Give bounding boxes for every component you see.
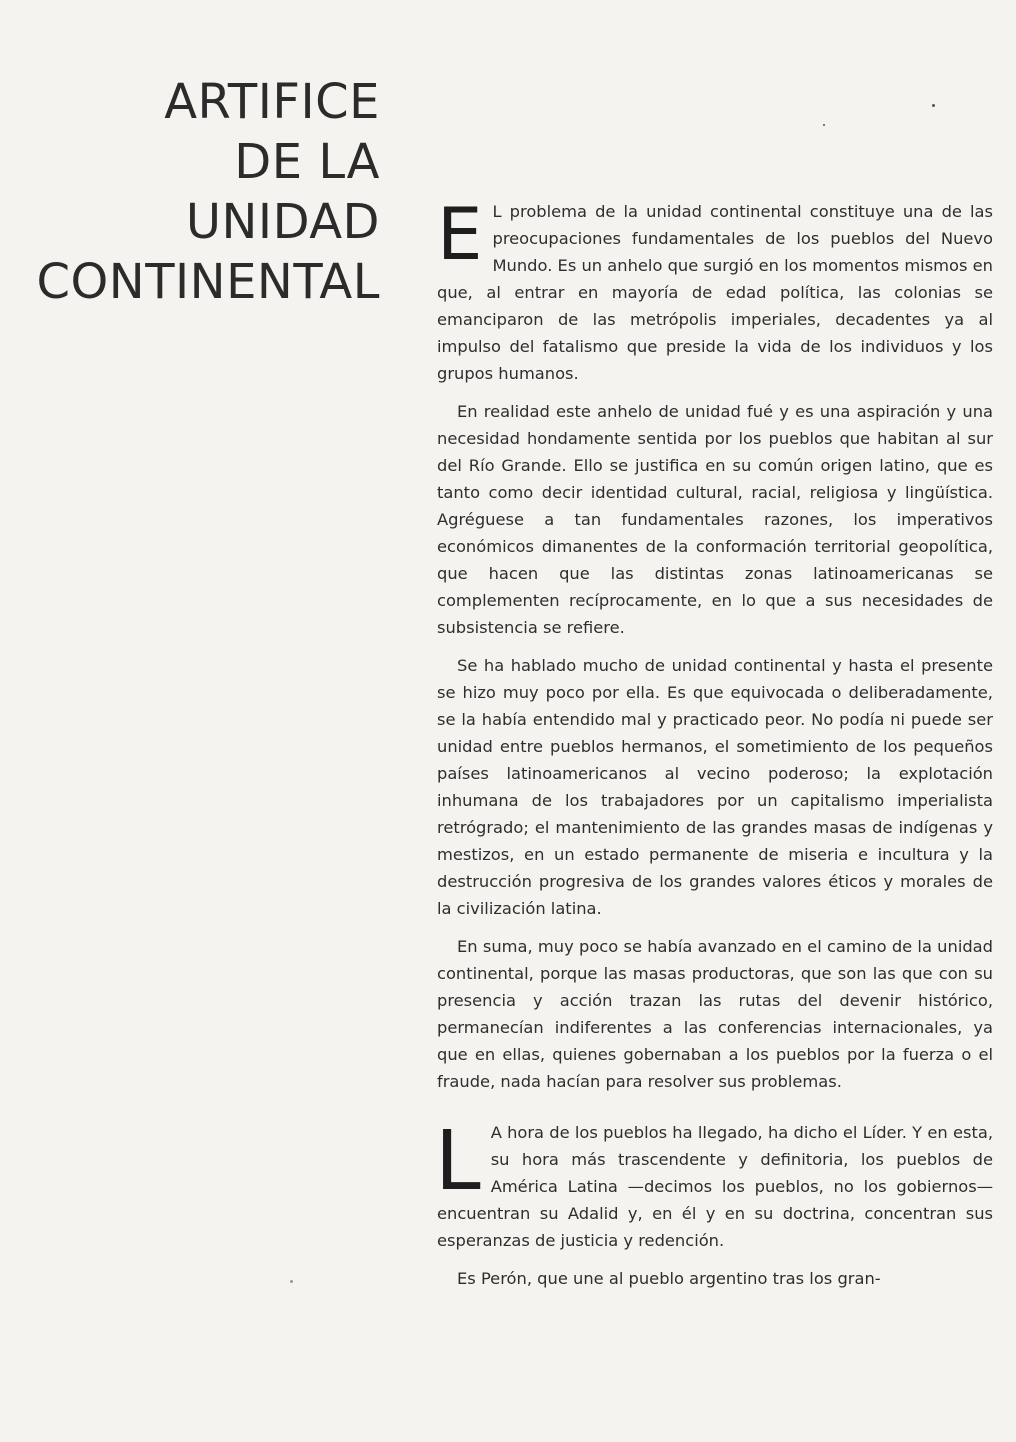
paragraph-1 (437, 192, 993, 387)
paragraph-1-text: L problema de la unidad continental constituye una de las preocupaciones fundamentales de los pueblos del Nuevo Mundo. Es un anhelo que surgió en los momentos mismos en que, al entrar en mayoría de edad política, las colonias se emanciparon de las metrópolis imperiales, decadentes ya al impulso del fatalismo que preside la vida de los individuos y los grupos humanos. (437, 202, 993, 383)
paragraph-4: En suma, muy poco se había avanzado en el camino de la unidad continental, porque las masas productoras, que son las que con su presencia y acción trazan las rutas del devenir histórico, permanecían indiferentes a las conferencias internacionales, ya que en ellas, quienes gobernaban a los pueblos por la fuerza o el fraude, nada hacían para resolver sus problemas. (437, 937, 993, 1091)
paragraph-6: Es Perón, que une al pueblo argentino tras los gran- (457, 1269, 881, 1288)
title-line-1: ARTIFICE (164, 74, 380, 130)
title-line-2: DE LA (234, 134, 380, 190)
paragraph-5-text: A hora de los pueblos ha llegado, ha dicho el Líder. Y en esta, su hora más trascendente y definitoria, los pueblos de América Latina —decimos los pueblos, no los gobiernos— encuentran su Adalid y, en él y en su doctrina, concentran sus esperanzas de justicia y redención. (437, 1123, 993, 1250)
paragraph-3: Se ha hablado mucho de unidad continental y hasta el presente se hizo muy poco por ella. Es que equivocada o deliberadamente, se la había entendido mal y practicado peor. No podía ni puede ser unidad entre pueblos hermanos, el sometimiento de los pequeños países latinoamericanos al vecino poderoso; la explotación inhumana de los trabajadores por un capitalismo imperialista retrógrado; el mantenimiento de las grandes masas de indígenas y mestizos, en un estado permanente de miseria e incultura y la destrucción progresiva de los grandes valores éticos y morales de la civilización latina. (437, 656, 993, 918)
print-speck (290, 1280, 293, 1283)
paragraph-5 (435, 1114, 993, 1254)
print-speck (823, 124, 825, 126)
drop-cap-e: E (437, 192, 483, 276)
title-line-4: CONTINENTAL (36, 254, 380, 310)
paragraph-2: En realidad este anhelo de unidad fué y es una aspiración y una necesidad hondamente sentida por los pueblos que habitan al sur del Río Grande. Ello se justifica en su común origen latino, que es tanto como decir identidad cultural, racial, religiosa y lingüística. Agréguese a tan fundamentales razones, los imperativos económicos dimanentes de la conformación territorial geopolítica, que hacen que las distintas zonas latinoamericanas se complementen recíprocamente, en lo que a sus necesidades de subsistencia se refiere. (437, 402, 993, 637)
drop-cap-l: L (435, 1114, 481, 1209)
article-body (435, 192, 993, 1303)
title-line-3: UNIDAD (185, 194, 380, 250)
article-title (0, 72, 380, 312)
print-speck (932, 104, 935, 107)
